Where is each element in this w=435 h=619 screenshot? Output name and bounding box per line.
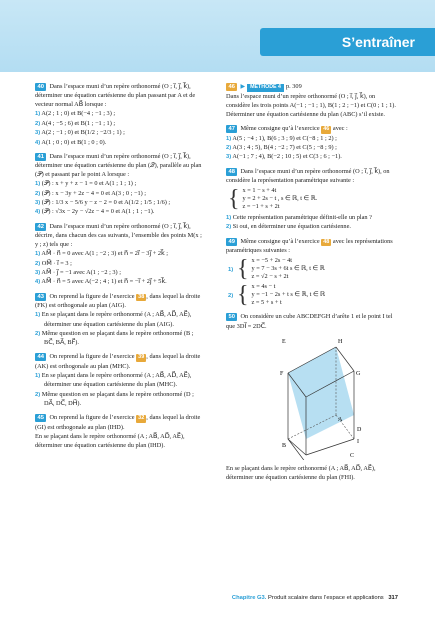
exercise-intro: On considère un cube ABCDEFGH d’arête 1 et le point I tel que 3DI⃗ = 2DC⃗. [226,313,393,330]
cube-edge [306,439,354,455]
list-item: 1) En se plaçant dans le repère orthonormé (A ; AB⃗, AD⃗, AE⃗), déterminer une équation cartésienne du plan (AIG). [35,311,192,328]
list-item: 1) AM⃗ · n⃗ = 0 avec A(1 ; −2 ; 3) et n⃗ = 2i⃗ − 3j⃗ + 2k⃗ ; [35,250,169,258]
list-item: 4) A(1 ; 0 ; 0) et B(1 ; 0 ; 0). [35,138,107,146]
exercise-intro: Dans l’espace muni d’un repère orthonormé (O ; i⃗, j⃗, k⃗), on considère les trois points A(−1 ; −1 ; 1), B(1 ; 2 ; −1) et C(0 ; 1 ; 1). [226,92,396,109]
parametric-system: 2) { x = 4s − t y = −1 − 2s + t s ∈ ℝ, t ∈ ℝ z = 5 + s + t [228,282,325,309]
list-item: 2) OM⃗ · i⃗ = 3 ; [35,259,72,267]
list-item: 3) A(2 ; −1 ; 0) et B(1/2 ; −2/3 ; 1) ; [35,129,125,137]
exercise-intro: Dans l’espace muni d’un repère orthonormé (O ; i⃗, j⃗, k⃗), déterminer une équation cartésienne du plan (𝒬), parallèle au plan (𝒫) et passant par le point A lorsque : [35,152,202,179]
exercise-43: 43 On reprend la figure de l’exercice 38 , dans lequel la droite (FK) est orthogonale au plan (AIG). 1) En se plaçant dans le repère orthonormé (A ; AB⃗, AD⃗, AE⃗), déterminer une équation cartésienne du plan (AIG). 2) Même question en se plaçant dans le repère orthonormé (B ; BC⃗, BA⃗, BF⃗). [35,292,203,348]
exercise-reference-badge[interactable]: 39 [138,354,145,361]
vertex-label-b: B [282,442,287,449]
exercise-number: 46 [226,83,237,91]
exercise-reference-badge[interactable]: 48 [323,238,330,245]
exercise-45: 45 On reprend la figure de l’exercice 32 , dans lequel la droite (GI) est orthogonale au plan (IHD). En se plaçant dans le repère orthonormé (A ; AB⃗, AD⃗, AE⃗), déterminer une équation cartésienne du plan (IHD). [35,413,203,450]
vertex-label-a: A [338,416,343,423]
arrow-right-icon: ▶ [240,84,246,90]
list-item: 3) (𝒫) : 1/3 x − 5/6 y − z − 2 = 0 et A(1/2 ; 1/5 ; 1/6) ; [35,199,171,207]
list-item: 2) Même question en se plaçant dans le repère orthonormé (B ; BC⃗, BA⃗, BF⃗). [35,329,194,347]
left-column [35,82,203,455]
exercise-48 [226,167,398,232]
list-item: 1) A(2 ; 1 ; 0) et B(−4 ; −1 ; 3) ; [35,110,116,118]
exercise-reference-badge[interactable]: 46 [323,126,330,133]
right-column [226,82,398,487]
parametric-system: 1) { x = −5 + 2s − 4t y = 7 − 3s + 6t s ∈ ℝ, t ∈ ℝ z = √2 − s + 2t [228,256,325,283]
vertex-label-g: G [356,370,361,377]
list-item: 4) AM⃗ · n⃗ = 5 avec A(−2 ; 4 ; 1) et n⃗ = −i⃗ + 2j⃗ + 5k⃗. [35,278,167,286]
list-item: 1) A(5 ; −4 ; 1), B(6 ; 3 ; 9) et C(−8 ; 1 ; 2) ; [226,134,337,142]
page-reference[interactable]: p. 309 [285,83,302,90]
list-item: 1) En se plaçant dans le repère orthonormé (A ; AB⃗, AD⃗, AE⃗), déterminer une équation cartésienne du plan (MHC). [35,372,192,389]
section-title: S’entraîner [341,34,415,50]
list-item: 3) A(−1 ; 7 ; 4), B(−2 ; 10 ; 5) et C(3 ; 6 ; −1). [226,153,342,161]
exercise-reference-badge[interactable]: 32 [138,415,145,422]
exercise-body: En se plaçant dans le repère orthonormé (A ; AB⃗, AD⃗, AE⃗), déterminer une équation cartésienne du plan (IHD). [35,432,185,449]
vertex-label-e: E [282,338,286,345]
exercise-41 [35,152,203,217]
exercise-46 [226,82,398,119]
page-footer [232,594,398,602]
exercise-49: 49 Même consigne qu’à l’exercice 48 avec les représentations paramétriques suivantes : 1) { x = −5 + 2s − 4t y = 7 − 3s + 6t s ∈ ℝ, t ∈ ℝ z = √2 − s + 2t 2) { x = 4s − t y = −1 − 2s + t s ∈ ℝ, t ∈ ℝ z = 5 + s + t [226,237,398,308]
vertex-label-c: C [350,452,355,459]
exercise-number: 45 [35,414,46,422]
exercise-number: 49 [226,238,237,246]
footer-title: Produit scalaire dans l’espace et applications [268,595,384,601]
list-item: 1) Cette représentation paramétrique définit-elle un plan ? [226,213,372,221]
exercise-question: Déterminer une équation cartésienne du plan (ABC) s’il existe. [226,110,385,118]
list-item: 2) (𝒫) : x − 3y + 2z − 4 = 0 et A(3 ; 0 ; −1) ; [35,189,147,197]
vertex-label-h: H [338,338,343,345]
list-item: 2) A(4 ; −5 ; 6) et B(1 ; −1 ; 1) ; [35,119,116,127]
exercise-number: 42 [35,223,46,231]
list-item: 2) Même question en se plaçant dans le repère orthonormé (D ; DA⃗, DC⃗, DH⃗). [35,390,194,407]
exercise-44: 44 On reprend la figure de l’exercice 39 , dans lequel la droite (AK) est orthogonale au plan (MHC). 1) En se plaçant dans le repère orthonormé (A ; AB⃗, AD⃗, AE⃗), déterminer une équation cartésienne du plan (MHC). 2) Même question en se plaçant dans le repère orthonormé (D ; DA⃗, DC⃗, DH⃗). [35,352,203,408]
page-number: 317 [388,595,398,601]
exercise-intro: Dans l’espace muni d’un repère orthonormé (O ; i⃗, j⃗, k⃗), décrire, dans chacun des cas suivants, l’ensemble des points M(x ; y ; z) tels que : [35,222,202,249]
exercise-reference-badge[interactable]: 38 [138,293,145,300]
exercise-intro: Dans l’espace muni d’un repère orthonormé (O ; i⃗, j⃗, k⃗), déterminer une équation cartésienne du plan passant par A et de vecteur normal AB⃗ lorsque : [35,83,196,109]
exercise-number: 43 [35,293,46,301]
exercise-42 [35,222,203,287]
exercise-number: 47 [226,125,237,133]
cube-edge [288,439,306,455]
exercise-intro: Dans l’espace muni d’un repère orthonormé (O ; i⃗, j⃗, k⃗), on considère la représentation paramétrique suivante : [226,167,390,184]
list-item: 4) (𝒫) : √3x − 2y − √2z − 4 = 0 et A(1 ; 1 ; −1). [35,208,155,216]
exercise-number: 50 [226,313,237,321]
exercise-number: 48 [226,168,237,176]
exercise-number: 41 [35,153,46,161]
vertex-label-i: I [357,438,359,445]
footer-chapter: Chapitre G3. [231,595,267,601]
list-item: 3) AM⃗ · j⃗ = −1 avec A(1 ; −2 ; 3) ; [35,269,121,277]
vertex-label-f: F [280,370,284,377]
exercise-47: 47 Même consigne qu’à l’exercice 46 avec : 1) A(5 ; −4 ; 1), B(6 ; 3 ; 9) et C(−8 ; 1 ; 2) ; 2) A(3 ; 4 ; 5), B(4 ; −2 ; 7) et C(5 ; −8 ; 9) ; 3) A(−1 ; 7 ; 4), B(−2 ; 10 ; 5) et C(3 ; 6 ; −1). [226,124,398,162]
list-item: 2) Si oui, en déterminer une équation cartésienne. [226,223,351,231]
methode-link[interactable]: MÉTHODE 4 [247,84,284,92]
parametric-system: { x = 1 − s + 4t y = 2 + 2s − t , s ∈ ℝ, t ∈ ℝ. z = −1 + s + 2t [228,185,318,212]
exercise-50 [226,312,398,482]
plane-fhi [288,347,354,439]
exercise-number: 44 [35,353,46,361]
cube-figure [226,335,398,460]
exercise-number: 40 [35,83,46,91]
cube-diagram [226,335,398,460]
exercise-question: En se plaçant dans le repère orthonormé (A ; AB⃗, AD⃗, AE⃗), déterminer une équation cartésienne du plan (FHI). [226,464,376,481]
vertex-label-d: D [357,426,362,433]
list-item: 1) (𝒫) : x + y + z − 1 = 0 et A(1 ; 1 ; 1) ; [35,180,137,188]
list-item: 2) A(3 ; 4 ; 5), B(4 ; −2 ; 7) et C(5 ; −8 ; 9) ; [226,143,337,151]
exercise-40 [35,82,203,147]
